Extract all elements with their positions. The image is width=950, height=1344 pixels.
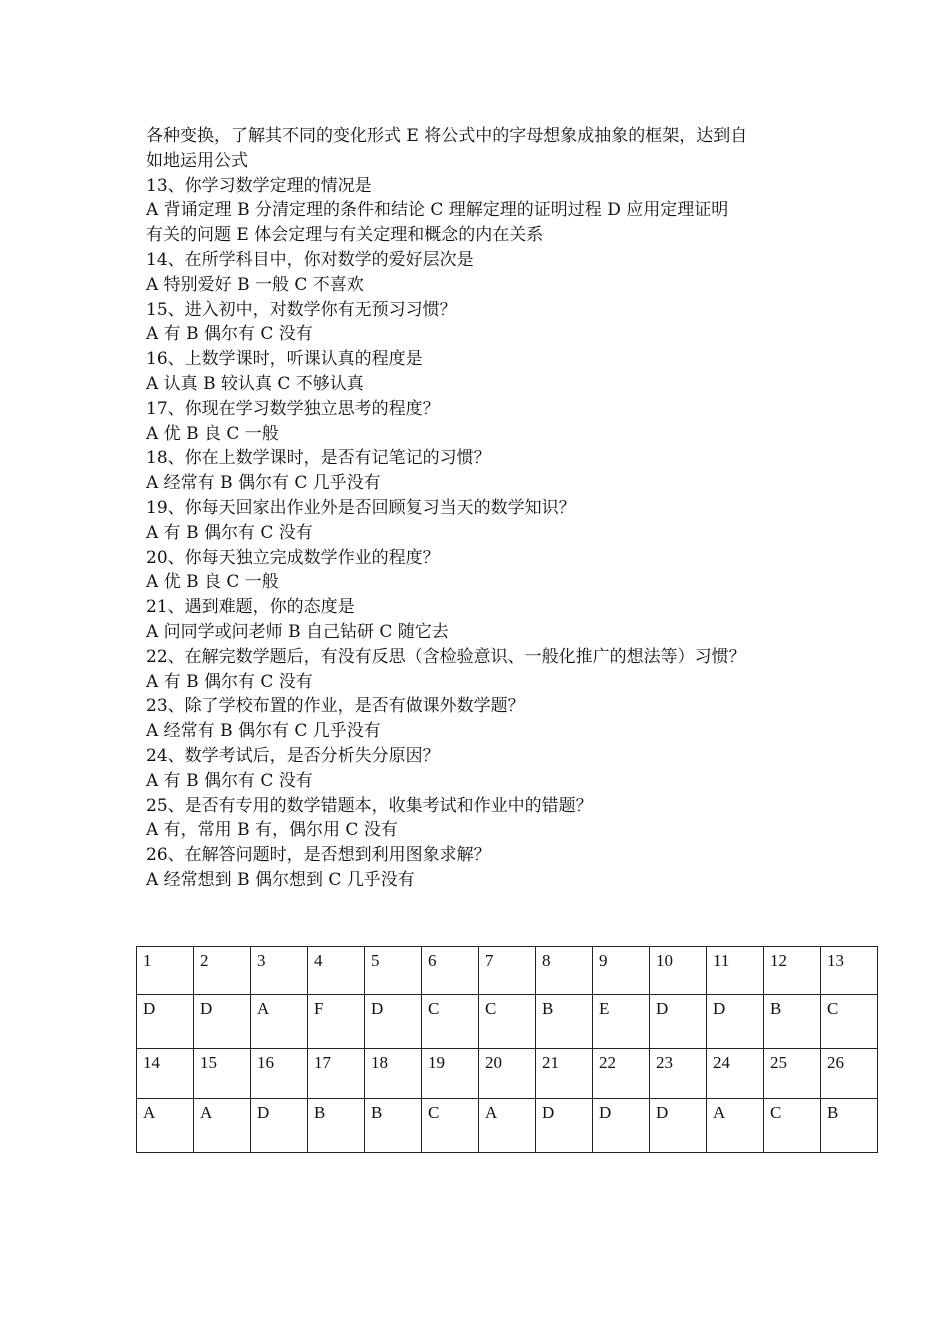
question-number-cell: 19 — [422, 1049, 479, 1099]
text-line: 19、你每天回家出作业外是否回顾复习当天的数学知识？ — [146, 497, 576, 518]
text-line: A 特别爱好 B 一般 C 不喜欢 — [146, 274, 364, 295]
answer-cell: D — [707, 995, 764, 1049]
text-line: A 有 B 偶尔有 C 没有 — [146, 770, 313, 791]
text-line: 22、在解完数学题后，有没有反思（含检验意识、一般化推广的想法等）习惯？ — [146, 646, 746, 667]
answer-row — [137, 995, 878, 1049]
answer-cell: B — [764, 995, 821, 1049]
answer-cell: D — [650, 995, 707, 1049]
answer-cell: B — [536, 995, 593, 1049]
answer-row — [137, 1099, 878, 1153]
text-line: 25、是否有专用的数学错题本，收集考试和作业中的错题？ — [146, 795, 593, 816]
text-line: 如地运用公式 — [146, 150, 248, 171]
text-line: 16、上数学课时，听课认真的程度是 — [146, 349, 423, 370]
answer-cell: C — [479, 995, 536, 1049]
answer-cell: D — [650, 1099, 707, 1153]
question-number-cell: 12 — [764, 947, 821, 995]
question-number-cell: 24 — [707, 1049, 764, 1099]
answer-cell: D — [137, 995, 194, 1049]
text-line: 17、你现在学习数学独立思考的程度？ — [146, 398, 440, 419]
question-number-cell: 5 — [365, 947, 422, 995]
text-line: 各种变换，了解其不同的变化形式 E 将公式中的字母想象成抽象的框架，达到自 — [146, 126, 748, 146]
question-number-cell: 11 — [707, 947, 764, 995]
question-number-cell: 10 — [650, 947, 707, 995]
text-line: 24、数学考试后，是否分析失分原因？ — [146, 745, 440, 766]
question-number-cell: 8 — [536, 947, 593, 995]
text-line: 18、你在上数学课时，是否有记笔记的习惯？ — [146, 448, 491, 469]
answer-cell: F — [308, 995, 365, 1049]
answer-cell: A — [707, 1099, 764, 1153]
answer-cell: C — [422, 995, 479, 1049]
answer-cell: A — [479, 1099, 536, 1153]
text-line: A 优 B 良 C 一般 — [146, 572, 279, 593]
text-line: 20、你每天独立完成数学作业的程度？ — [146, 547, 440, 568]
text-line: A 问同学或问老师 B 自己钻研 C 随它去 — [146, 621, 449, 642]
answer-cell: D — [251, 1099, 308, 1153]
text-line: 15、进入初中，对数学你有无预习习惯？ — [146, 299, 457, 320]
question-number-cell: 4 — [308, 947, 365, 995]
answer-cell: B — [365, 1099, 422, 1153]
question-number-cell: 16 — [251, 1049, 308, 1099]
text-line: A 有 B 偶尔有 C 没有 — [146, 324, 313, 345]
question-number-cell: 23 — [650, 1049, 707, 1099]
questionnaire-text — [146, 124, 826, 893]
question-number-cell: 14 — [137, 1049, 194, 1099]
text-line: 26、在解答问题时，是否想到利用图象求解？ — [146, 845, 491, 866]
answer-cell: C — [821, 995, 878, 1049]
text-line: 23、除了学校布置的作业，是否有做课外数学题？ — [146, 696, 525, 717]
question-number-cell: 9 — [593, 947, 650, 995]
answer-cell: D — [536, 1099, 593, 1153]
question-number-cell: 20 — [479, 1049, 536, 1099]
text-line: 21、遇到难题，你的态度是 — [146, 597, 355, 618]
answer-cell: E — [593, 995, 650, 1049]
text-line: A 认真 B 较认真 C 不够认真 — [146, 373, 364, 394]
text-line: A 经常有 B 偶尔有 C 几乎没有 — [146, 721, 381, 742]
question-number-cell: 25 — [764, 1049, 821, 1099]
text-line: 14、在所学科目中，你对数学的爱好层次是 — [146, 249, 474, 270]
text-line: A 有 B 偶尔有 C 没有 — [146, 522, 313, 543]
question-number-cell: 15 — [194, 1049, 251, 1099]
answer-cell: A — [251, 995, 308, 1049]
answer-cell: C — [764, 1099, 821, 1153]
question-number-cell: 7 — [479, 947, 536, 995]
text-line: 13、你学习数学定理的情况是 — [146, 175, 372, 196]
answer-cell: D — [365, 995, 422, 1049]
question-number-cell: 1 — [137, 947, 194, 995]
text-line: A 背诵定理 B 分清定理的条件和结论 C 理解定理的证明过程 D 应用定理证明 — [146, 200, 729, 221]
question-number-cell: 3 — [251, 947, 308, 995]
answer-table — [136, 946, 878, 1153]
question-number-row — [137, 947, 878, 995]
text-line: A 有，常用 B 有，偶尔用 C 没有 — [146, 820, 398, 841]
answer-cell: B — [821, 1099, 878, 1153]
text-line: A 有 B 偶尔有 C 没有 — [146, 671, 313, 692]
question-number-cell: 18 — [365, 1049, 422, 1099]
text-line: A 优 B 良 C 一般 — [146, 423, 279, 444]
question-number-cell: 21 — [536, 1049, 593, 1099]
answer-cell: D — [593, 1099, 650, 1153]
text-line: 有关的问题 E 体会定理与有关定理和概念的内在关系 — [146, 225, 544, 246]
answer-cell: C — [422, 1099, 479, 1153]
question-number-cell: 26 — [821, 1049, 878, 1099]
question-number-cell: 6 — [422, 947, 479, 995]
question-number-cell: 17 — [308, 1049, 365, 1099]
answer-cell: B — [308, 1099, 365, 1153]
text-line: A 经常有 B 偶尔有 C 几乎没有 — [146, 473, 381, 494]
answer-cell: A — [137, 1099, 194, 1153]
question-number-cell: 2 — [194, 947, 251, 995]
answer-cell: D — [194, 995, 251, 1049]
question-number-cell: 22 — [593, 1049, 650, 1099]
answer-cell: A — [194, 1099, 251, 1153]
question-number-row — [137, 1049, 878, 1099]
text-line: A 经常想到 B 偶尔想到 C 几乎没有 — [146, 869, 415, 890]
question-number-cell: 13 — [821, 947, 878, 995]
